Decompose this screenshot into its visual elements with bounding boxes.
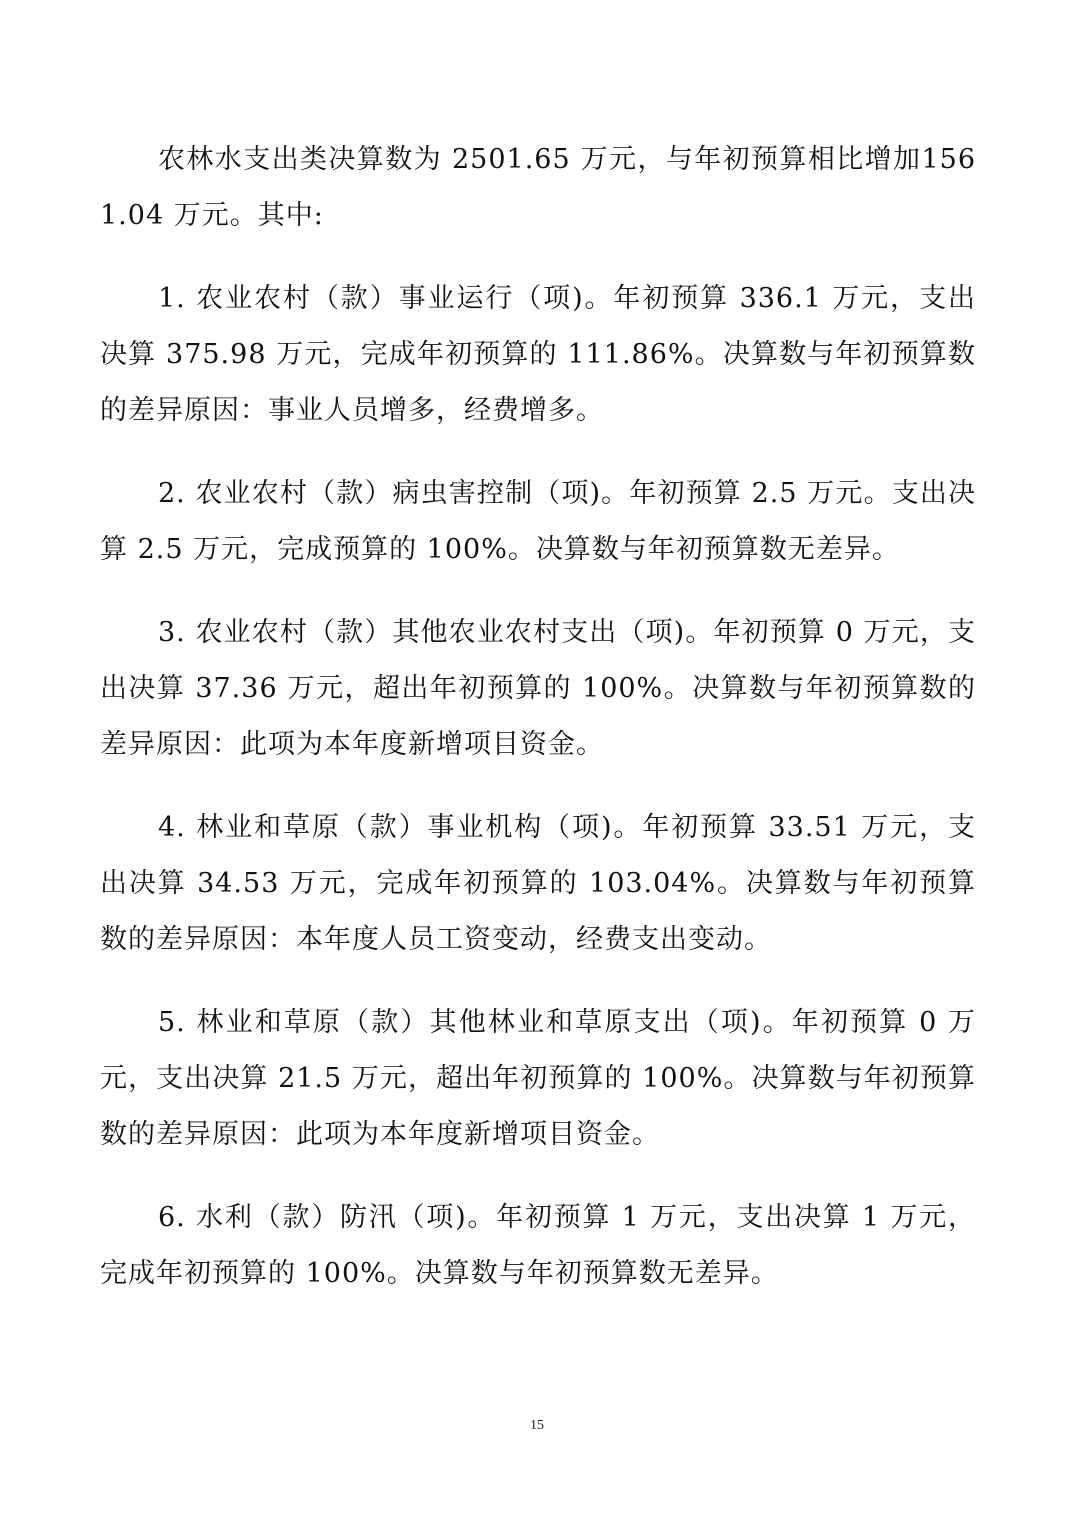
- paragraph-item-5: 5. 林业和草原（款）其他林业和草原支出（项)。年初预算 0 万元，支出决算 21.5 万元，超出年初预算的 100%。决算数与年初预算数的差异原因：此项为本年度新增项目资金。: [100, 1007, 976, 1150]
- paragraph-item-6: 6. 水利（款）防汛（项)。年初预算 1 万元，支出决算 1 万元，完成年初预算的 100%。决算数与年初预算数无差异。: [100, 1202, 976, 1289]
- body-text: [100, 132, 976, 1329]
- paragraph-item-4: 4. 林业和草原（款）事业机构（项)。年初预算 33.51 万元，支出决算 34.53 万元，完成年初预算的 103.04%。决算数与年初预算数的差异原因：本年度人员工资变动，经费支出变动。: [100, 812, 976, 955]
- paragraph-item-3: 3. 农业农村（款）其他农业农村支出（项)。年初预算 0 万元，支出决算 37.36 万元，超出年初预算的 100%。决算数与年初预算数的差异原因：此项为本年度新增项目资金。: [100, 617, 976, 760]
- paragraph-item-1: 1. 农业农村（款）事业运行（项)。年初预算 336.1 万元，支出决算 375.98 万元，完成年初预算的 111.86%。决算数与年初预算数的差异原因：事业人员增多，经费增多。: [100, 283, 976, 426]
- paragraph-summary: 农林水支出类决算数为 2501.65 万元，与年初预算相比增加1561.04 万元。其中:: [100, 144, 976, 231]
- paragraph-item-2: 2. 农业农村（款）病虫害控制（项)。年初预算 2.5 万元。支出决算 2.5 万元，完成预算的 100%。决算数与年初预算数无差异。: [100, 478, 976, 565]
- page-number: 15: [530, 1418, 544, 1433]
